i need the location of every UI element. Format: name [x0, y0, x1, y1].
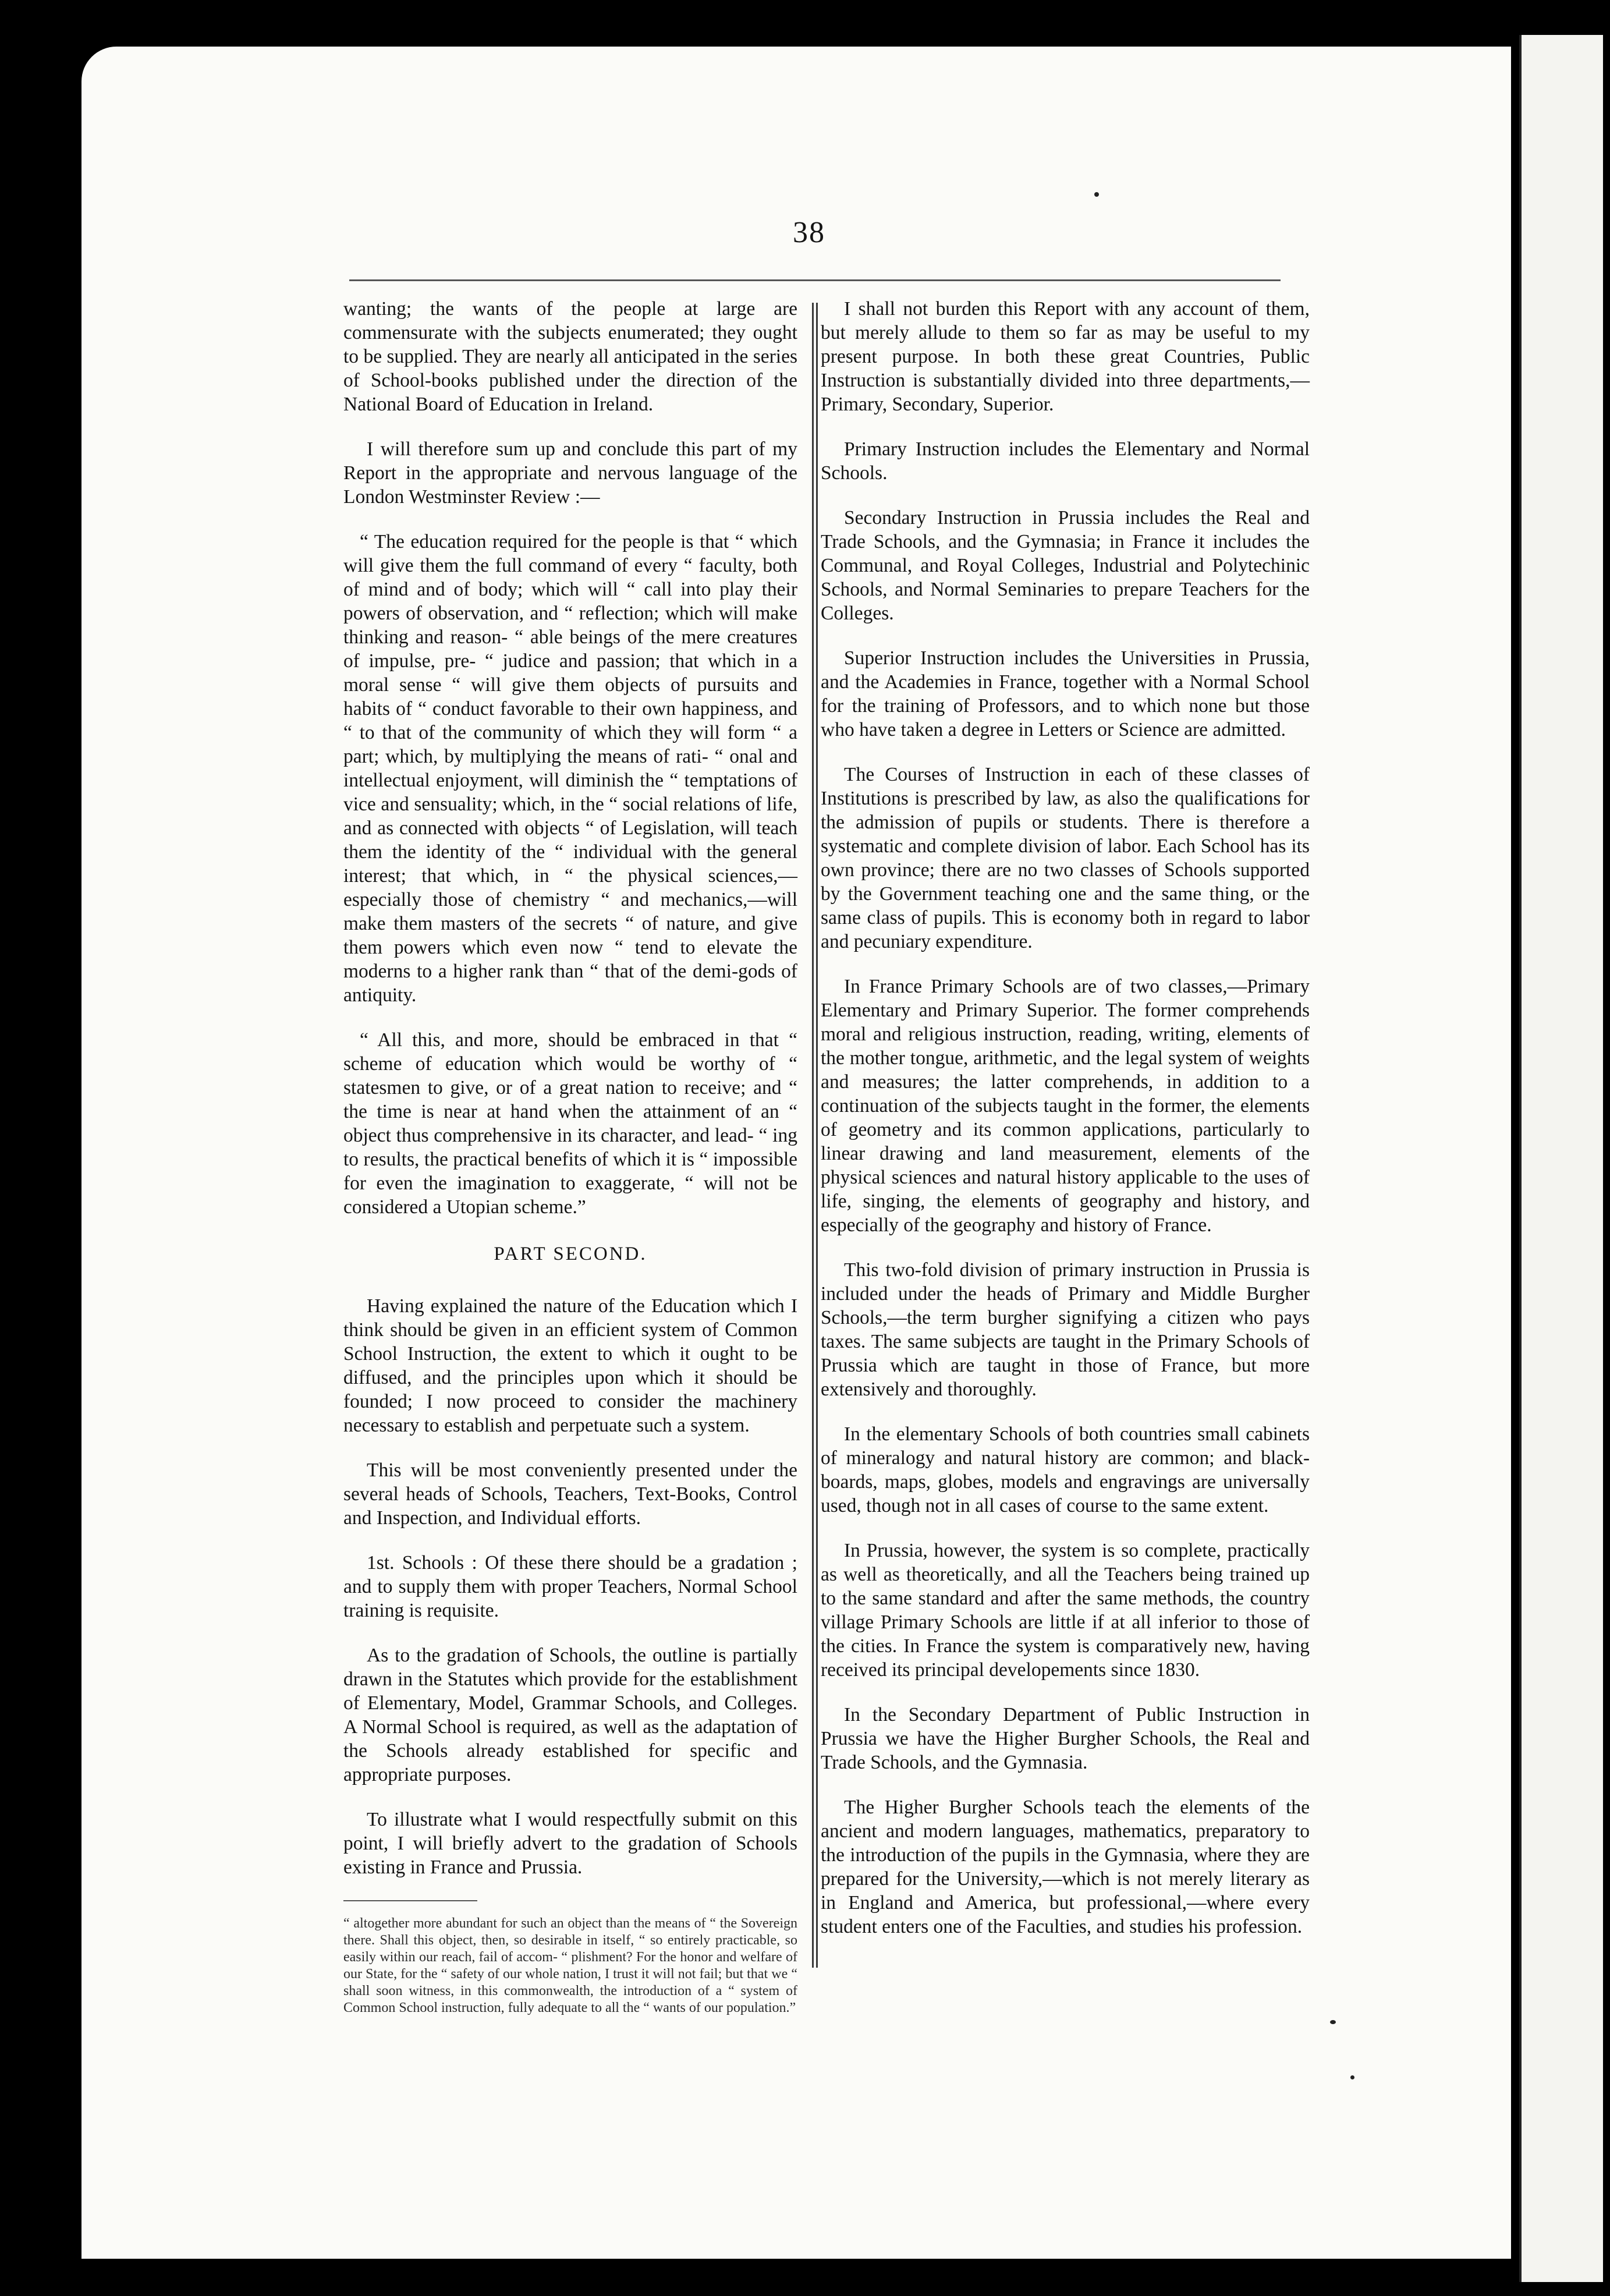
- column-divider: [812, 303, 814, 1968]
- right-column: [821, 297, 1310, 1960]
- paragraph: In France Primary Schools are of two classes,—Primary Elementary and Primary Superior. The former comprehends moral and religious instruction, reading, writing, elements of the mother tongue, arithmetic, and the legal system of weights and measures; the latter comprehends, in addition to a continuation of the subjects taught in the former, the elements of geometry and its common applications, particularly to linear drawing and land measurement, elements of the physical sciences and natural history applicable to the uses of life, singing, the elements of geography and history, and especially of the geography and history of France.: [821, 976, 1310, 1236]
- paragraph: I shall not burden this Report with any account of them, but merely allude to them so far as may be useful to my present purpose. In both these great Countries, Public Instruction is substantially divided into three departments,—Primary, Secondary, Superior.: [821, 298, 1310, 415]
- paragraph: The Courses of Instruction in each of these classes of Institutions is prescribed by law, as also the qualifications for the admission of pupils or students. There is therefore a systematic and complete division of labor. Each School has its own province; there are no two classes of Schools supported by the Government teaching one and the same thing, or the same class of pupils. This is economy both in regard to labor and pecuniary expenditure.: [821, 764, 1310, 952]
- paragraph: In the elementary Schools of both countries small cabinets of mineralogy and natural history are common; and black-boards, maps, globes, models and engravings are universally used, though not in all cases of course to the same extent.: [821, 1423, 1310, 1517]
- paragraph: This two-fold division of primary instruction in Prussia is included under the heads of Primary and Middle Burgher Schools,—the term burgher signifying a citizen who pays taxes. The same subjects are taught in the Primary Schools of Prussia which are taught in those of France, but more extensively and thoroughly.: [821, 1259, 1310, 1400]
- paragraph: This will be most conveniently presented under the several heads of Schools, Teachers, Text-Books, Control and Inspection, and Individual efforts.: [343, 1459, 797, 1529]
- scan-speck: [1350, 2075, 1354, 2079]
- footnote-rule: [343, 1900, 477, 1901]
- paragraph: I will therefore sum up and conclude this part of my Report in the appropriate and nervous language of the London Westminster Review :—: [343, 438, 797, 508]
- scan-speck: [1094, 192, 1099, 197]
- quotation: “ All this, and more, should be embraced in that “ scheme of education which would be worthy of “ statesmen to give, or of a great nation to receive; and “ the time is near at hand when the attainment of an “ object thus comprehensive in its character, and lead- “ ing to results, the practical benefits of which it is “ impossible for even the imagination to exaggerate, “ will not be considered a Utopian scheme.”: [343, 1029, 797, 1218]
- paragraph: The Higher Burgher Schools teach the elements of the ancient and modern languages, mathematics, preparatory to the introduction of the pupils in the Gymnasia, where they are prepared for the University,—which is not merely literary as in England and America, but professional,—where every student enters one of the Faculties, and studies his profession.: [821, 1797, 1310, 1937]
- adjacent-page-edge: [1519, 35, 1603, 2282]
- paragraph: wanting; the wants of the people at large are commensurate with the subjects enumerated; they ought to be supplied. They are nearly all anticipated in the series of School-books published under the direction of the National Board of Education in Ireland.: [343, 298, 797, 415]
- paragraph: In Prussia, however, the system is so complete, practically as well as theoretically, and all the Teachers being trained up to the same standard and after the same methods, the country village Primary Schools are little if at all inferior to those of the cities. In France the system is comparatively new, having received its principal developements since 1830.: [821, 1540, 1310, 1681]
- paragraph: 1st. Schools : Of these there should be a gradation ; and to supply them with proper Teachers, Normal School training is requisite.: [343, 1552, 797, 1621]
- paragraph: In the Secondary Department of Public Instruction in Prussia we have the Higher Burgher Schools, the Real and Trade Schools, and the Gymnasia.: [821, 1704, 1310, 1773]
- quotation: “ The education required for the people is that “ which will give them the full command of every “ faculty, both of mind and of body; which will “ call into play their powers of observation, and “ reflection; which will make thinking and reason- “ able beings of the mere creatures of impulse, pre- “ judice and passion; that which in a moral sense “ will give them objects of pursuits and habits of “ conduct favorable to their own happiness, and “ to that of the community of which they will form “ a part; which, by multiplying the means of rati- “ onal and intellectual enjoyment, will diminish the “ temptations of vice and sensuality; which, in the “ social relations of life, and as connected with objects “ of Legislation, will teach them the identity of the “ individual with the general interest; that which, in “ the physical sciences,—especially those of chemistry “ and mechanics,—will make them masters of the secrets “ of nature, and give them powers which even now “ tend to elevate the moderns to a higher rank than “ that of the demi-gods of antiquity.: [343, 531, 797, 1006]
- left-column: [343, 297, 797, 2017]
- scan-speck: [1330, 2020, 1336, 2024]
- paragraph: As to the gradation of Schools, the outline is partially drawn in the Statutes which provide for the establishment of Elementary, Model, Grammar Schools, and Colleges. A Normal School is required, as well as the adaptation of the Schools already established for specific and appropriate purposes.: [343, 1645, 797, 1785]
- page-number: 38: [793, 216, 825, 249]
- section-heading: PART SECOND.: [494, 1243, 647, 1264]
- footnote: “ altogether more abundant for such an object than the means of “ the Sovereign there. Shall this object, then, so desirable in itself, “ so entirely practicable, so easily within our reach, fail of accom- “ plishment? For the honor and welfare of our State, for the “ safety of our whole nation, I trust it will not fail; but that we “ shall soon witness, in this commonwealth, the introduction of a “ system of Common School instruction, fully adequate to all the “ wants of our population.”: [343, 1916, 797, 2015]
- paragraph: Secondary Instruction in Prussia includes the Real and Trade Schools, and the Gymnasia; in France it includes the Communal, and Royal Colleges, Industrial and Polytechinic Schools, and Normal Seminaries to prepare Teachers for the Colleges.: [821, 507, 1310, 624]
- paragraph: Superior Instruction includes the Universities in Prussia, and the Academies in France, together with a Normal School for the training of Professors, and to which none but those who have taken a degree in Letters or Science are admitted.: [821, 647, 1310, 740]
- header-rule: [349, 279, 1281, 281]
- paragraph: Having explained the nature of the Education which I think should be given in an efficient system of Common School Instruction, the extent to which it ought to be diffused, and the principles upon which it should be founded; I now proceed to consider the machinery necessary to establish and perpetuate such a system.: [343, 1295, 797, 1436]
- column-divider: [816, 303, 818, 1968]
- paragraph: To illustrate what I would respectfully submit on this point, I will briefly advert to the gradation of Schools existing in France and Prussia.: [343, 1809, 797, 1878]
- paragraph: Primary Instruction includes the Elementary and Normal Schools.: [821, 438, 1310, 484]
